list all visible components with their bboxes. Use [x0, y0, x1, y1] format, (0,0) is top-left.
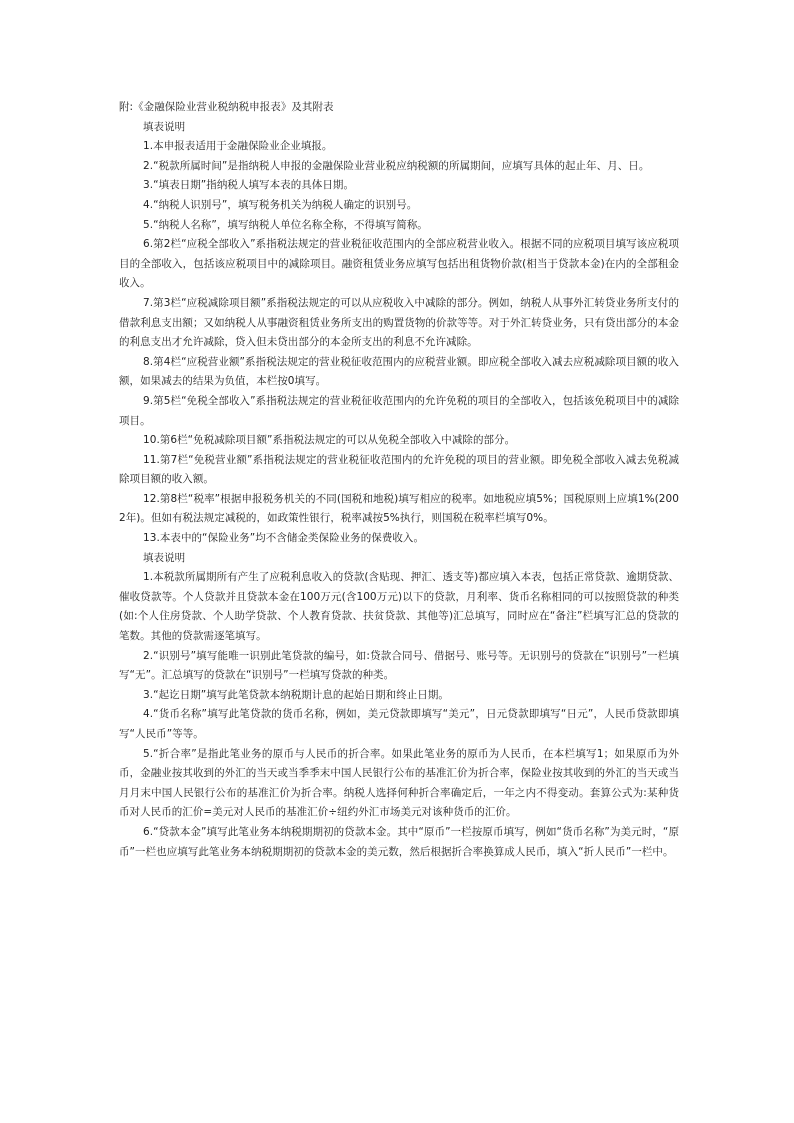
instruction-2-3: 3.“起讫日期”填写此笔贷款本纳税期计息的起始日期和终止日期。	[143, 688, 449, 701]
document-title: 附:《金融保险业营业税纳税申报表》及其附表	[119, 101, 334, 113]
instruction-2-5: 5.“折合率”是指此笔业务的原币与人民币的折合率。如果此笔业务的原币为人民币，在本栏填写1；如果原币为外币，金融业按其收到的外汇的当天或当季季末中国人民银行公布的基准汇价为折合率，保险业按其收到的外汇的当天或当月月末中国人民银行公布的基准汇价为折合率。纳税人选择何种折合率确定后，一年之内不得变动。套算公式为:某种货币对人民币的汇价=美元对人民币的基准汇价÷纽约外汇市场美元对该种货币的汇价。	[119, 747, 679, 819]
instruction-2-1: 1.本税款所属期所有产生了应税利息收入的贷款(含贴现、押汇、透支等)都应填入本表，包括正常贷款、逾期贷款、催收贷款等。个人贷款并且贷款本金在100万元(含100万元)以下的贷款，月利率、货币名称相同的可以按照贷款的种类(如:个人住房贷款、个人助学贷款、个人教育贷款、扶贫贷款、其他等)汇总填写，同时应在“备注”栏填写汇总的贷款的笔数。其他的贷款需逐笔填写。	[119, 571, 679, 643]
instruction-1-11: 11.第7栏“免税营业额”系指税法规定的营业税征收范围内的允许免税的项目的营业额。即免税全部收入减去免税减除项目额的收入额。	[119, 453, 679, 486]
instruction-1-7: 7.第3栏“应税减除项目额”系指税法规定的可以从应税收入中减除的部分。例如，纳税人从事外汇转贷业务所支付的借款利息支出额；又如纳税人从事融资租赁业务所支出的购置货物的价款等等。对于外汇转贷业务，只有贷出部分的本金的利息支出才允许减除，贷入但未贷出部分的本金所支出的利息不允许减除。	[119, 296, 679, 349]
section-2-heading: 填表说明	[143, 551, 186, 564]
instruction-1-4: 4.“纳税人识别号”，填写税务机关为纳税人确定的识别号。	[143, 198, 418, 211]
instruction-1-2: 2.“税款所属时间”是指纳税人申报的金融保险业营业税应纳税额的所属期间，应填写具体的起止年、月、日。	[143, 159, 650, 172]
instruction-1-1: 1.本申报表适用于金融保险业企业填报。	[143, 140, 333, 153]
instruction-1-6: 6.第2栏“应税全部收入”系指税法规定的营业税征收范围内的全部应税营业收入。根据不同的应税项目填写该应税项目的全部收入，包括该应税项目中的减除项目。融资租赁业务应填写包括出租货物价款(相当于贷款本金)在内的全部租金收入。	[119, 238, 679, 290]
instruction-2-6: 6.“贷款本金”填写此笔业务本纳税期期初的贷款本金。其中“原币”一栏按原币填写，例如“货币名称”为美元时，“原币”一栏也应填写此笔业务本纳税期期初的贷款本金的美元数，然后根据折合率换算成人民币，填入“折人民币”一栏中。	[119, 825, 679, 858]
instruction-1-5: 5.“纳税人名称”，填写纳税人单位名称全称，不得填写简称。	[143, 218, 428, 231]
instruction-1-9: 9.第5栏“免税全部收入”系指税法规定的营业税征收范围内的允许免税的项目的全部收入，包括该免税项目中的减除项目。	[119, 394, 679, 427]
instruction-1-3: 3.“填表日期”指纳税人填写本表的具体日期。	[143, 179, 354, 192]
section-1-heading: 填表说明	[143, 120, 186, 133]
instruction-1-12: 12.第8栏“税率”根据申报税务机关的不同(国税和地税)填写相应的税率。如地税应填5%；国税原则上应填1%(2002年)。但如有税法规定减税的，如政策性银行，税率减按5%执行，则国税在税率栏填写0%。	[119, 492, 679, 525]
instruction-1-13: 13.本表中的“保险业务”均不含储金类保险业务的保费收入。	[143, 532, 425, 545]
instruction-2-4: 4.“货币名称”填写此笔贷款的货币名称，例如，美元贷款即填写“美元”，日元贷款即填写“日元”，人民币贷款即填写“人民币”等等。	[119, 708, 679, 740]
instruction-2-2: 2.“识别号”填写能唯一识别此笔贷款的编号，如:贷款合同号、借据号、账号等。无识别号的贷款在“识别号”一栏填写“无”。汇总填写的贷款在“识别号”一栏填写贷款的种类。	[119, 649, 679, 682]
instruction-1-10: 10.第6栏“免税减除项目额”系指税法规定的可以从免税全部收入中减除的部分。	[143, 434, 516, 447]
instruction-1-8: 8.第4栏“应税营业额”系指税法规定的营业税征收范围内的应税营业额。即应税全部收入减去应税减除项目额的收入额，如果减去的结果为负值，本栏按0填写。	[119, 355, 679, 388]
document-body	[119, 98, 679, 862]
